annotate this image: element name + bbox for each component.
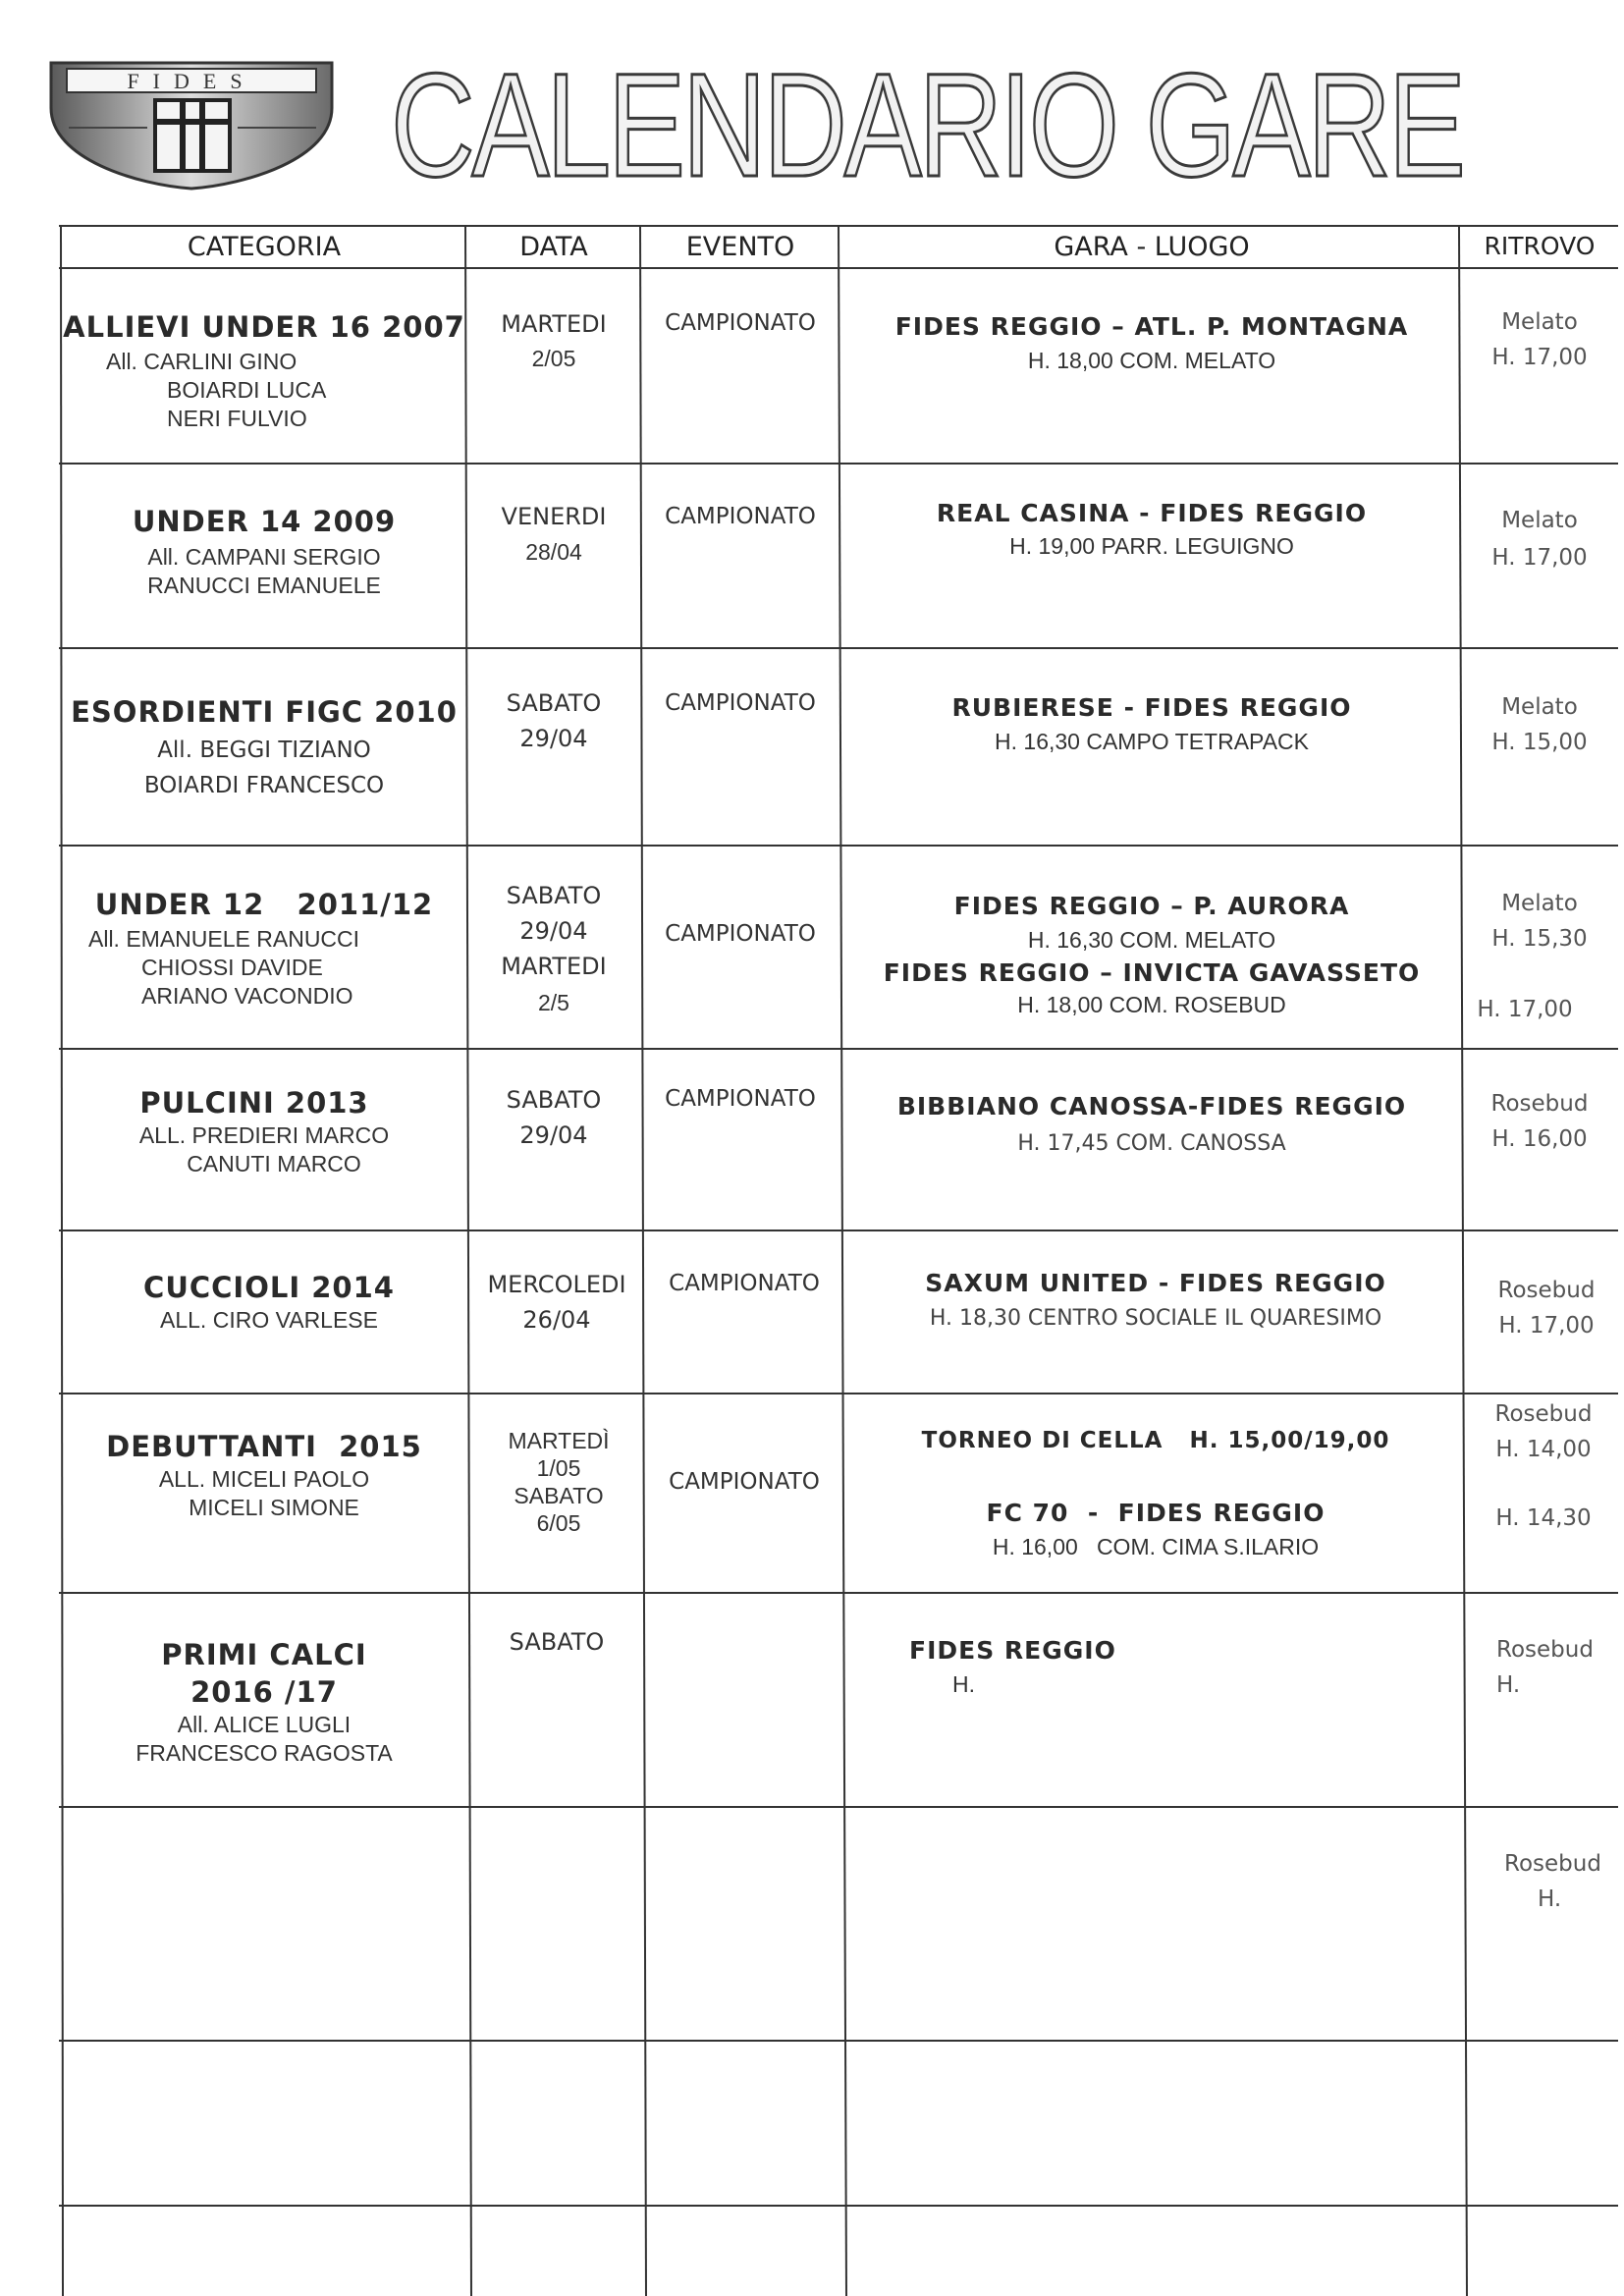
match-day: MARTEDI: [501, 310, 607, 338]
coach-name: ALL. PREDIERI MARCO: [138, 1122, 390, 1148]
match-date: 28/04: [525, 539, 582, 565]
svg-text:FIDES: FIDES: [127, 69, 256, 93]
match-day: SABATO: [514, 1483, 604, 1508]
meeting-place: Rosebud: [1494, 1401, 1593, 1427]
meeting-place: Rosebud: [1490, 1091, 1589, 1117]
event-type: CAMPIONATO: [665, 504, 816, 529]
meeting-time: H. 14,00: [1495, 1437, 1592, 1462]
header-gara-luogo: GARA - LUOGO: [1054, 232, 1250, 262]
meeting-time: H. 17,00: [1498, 1313, 1595, 1339]
category-title: PULCINI 2013: [139, 1086, 369, 1120]
meeting-time: H. 17,00: [1491, 545, 1588, 571]
match-details: H. 16,30 COM. MELATO: [1027, 927, 1276, 953]
meeting-place: Melato: [1501, 309, 1578, 335]
match-title: FC 70 - FIDES REGGIO: [986, 1499, 1326, 1527]
event-type: CAMPIONATO: [665, 1086, 816, 1112]
match-date: 6/05: [536, 1510, 581, 1536]
match-date: 2/5: [538, 990, 569, 1015]
coach-name: All. ALICE LUGLI: [177, 1712, 352, 1737]
match-details: H. 19,00 PARR. LEGUIGNO: [1009, 533, 1294, 559]
match-details: H.: [952, 1671, 975, 1697]
match-details: H. 18,30 CENTRO SOCIALE IL QUARESIMO: [929, 1306, 1382, 1331]
meeting-time: H. 17,00: [1477, 997, 1573, 1022]
match-day: MARTEDI: [501, 953, 607, 980]
coach-name: All. CARLINI GINO: [106, 349, 298, 374]
meeting-time: H.: [1538, 1886, 1562, 1912]
match-day: VENERDI: [501, 503, 607, 530]
coach-name: MICELI SIMONE: [189, 1495, 359, 1520]
match-date: 26/04: [522, 1306, 591, 1334]
coach-name: All. EMANUELE RANUCCI: [88, 926, 360, 952]
meeting-time: H. 17,00: [1491, 345, 1588, 370]
match-day: SABATO: [509, 1628, 605, 1656]
category-title: PRIMI CALCI: [161, 1638, 367, 1671]
event-type: CAMPIONATO: [665, 310, 816, 336]
coach-name: All. CAMPANI SERGIO: [147, 544, 381, 570]
category-title: DEBUTTANTI 2015: [106, 1430, 422, 1463]
event-type: CAMPIONATO: [665, 921, 816, 947]
meeting-place: Melato: [1501, 508, 1578, 533]
match-day: SABATO: [506, 1086, 602, 1114]
match-date: 29/04: [519, 725, 588, 752]
category-title: UNDER 12 2011/12: [94, 888, 434, 921]
match-title: RUBIERESE - FIDES REGGIO: [951, 693, 1352, 722]
match-day: SABATO: [506, 689, 602, 717]
event-type: CAMPIONATO: [669, 1469, 820, 1495]
meeting-place: Rosebud: [1497, 1278, 1596, 1303]
match-title: FIDES REGGIO – P. AURORA: [953, 892, 1350, 920]
coach-name: All. BEGGI TIZIANO: [157, 738, 371, 763]
category-title: ESORDIENTI FIGC 2010: [71, 695, 458, 729]
match-title: BIBBIANO CANOSSA-FIDES REGGIO: [896, 1092, 1407, 1121]
match-details: H. 18,00 COM. ROSEBUD: [1017, 992, 1286, 1017]
coach-name: CANUTI MARCO: [187, 1151, 361, 1176]
match-date: 29/04: [519, 917, 588, 945]
header-evento: EVENTO: [685, 232, 795, 262]
coach-name: ARIANO VACONDIO: [141, 983, 353, 1009]
coach-name: FRANCESCO RAGOSTA: [135, 1740, 393, 1766]
coach-name: BOIARDI FRANCESCO: [143, 773, 385, 798]
category-title: UNDER 14 2009: [132, 505, 397, 538]
meeting-place: Melato: [1501, 891, 1578, 916]
match-title: REAL CASINA - FIDES REGGIO: [936, 499, 1368, 527]
category-title: 2016 /17: [190, 1675, 338, 1709]
match-details: H. 17,45 COM. CANOSSA: [1017, 1131, 1286, 1156]
header-categoria: CATEGORIA: [187, 232, 342, 262]
meeting-place: Rosebud: [1504, 1851, 1601, 1877]
page-title: CALENDARIO GARE: [391, 42, 1463, 207]
meeting-time: H. 15,00: [1491, 730, 1588, 755]
match-title: FIDES REGGIO – INVICTA GAVASSETO: [883, 958, 1421, 987]
match-title: TORNEO DI CELLA H. 15,00/19,00: [921, 1428, 1390, 1453]
match-title: FIDES REGGIO – ATL. P. MONTAGNA: [894, 312, 1409, 341]
match-date: 1/05: [536, 1455, 581, 1481]
event-type: CAMPIONATO: [669, 1271, 820, 1296]
match-day: MERCOLEDI: [487, 1271, 626, 1298]
meeting-time: H. 14,30: [1495, 1505, 1592, 1531]
meeting-place: Rosebud: [1496, 1637, 1594, 1663]
event-type: CAMPIONATO: [665, 690, 816, 716]
match-details: H. 16,00 COM. CIMA S.ILARIO: [992, 1534, 1320, 1559]
match-details: H. 18,00 COM. MELATO: [1027, 348, 1276, 373]
category-title: ALLIEVI UNDER 16 2007: [63, 310, 465, 344]
match-title: FIDES REGGIO: [909, 1636, 1116, 1665]
meeting-time: H. 16,00: [1491, 1126, 1588, 1152]
meeting-time: H.: [1496, 1672, 1521, 1698]
coach-name: RANUCCI EMANUELE: [147, 573, 381, 598]
match-details: H. 16,30 CAMPO TETRAPACK: [995, 729, 1309, 754]
coach-name: ALL. MICELI PAOLO: [158, 1466, 370, 1492]
coach-name: ALL. CIRO VARLESE: [160, 1307, 378, 1333]
header-data: DATA: [519, 232, 588, 262]
coach-name: NERI FULVIO: [167, 406, 307, 431]
match-day: MARTEDÌ: [508, 1428, 610, 1453]
match-title: SAXUM UNITED - FIDES REGGIO: [925, 1269, 1386, 1297]
match-date: 2/05: [531, 346, 576, 371]
match-day: SABATO: [506, 882, 602, 909]
header-ritrovo: RITROVO: [1484, 232, 1596, 260]
meeting-time: H. 15,30: [1491, 926, 1588, 952]
meeting-place: Melato: [1501, 694, 1578, 720]
coach-name: BOIARDI LUCA: [167, 377, 327, 403]
category-title: CUCCIOLI 2014: [143, 1271, 395, 1304]
match-date: 29/04: [519, 1121, 588, 1149]
coach-name: CHIOSSI DAVIDE: [141, 955, 323, 980]
